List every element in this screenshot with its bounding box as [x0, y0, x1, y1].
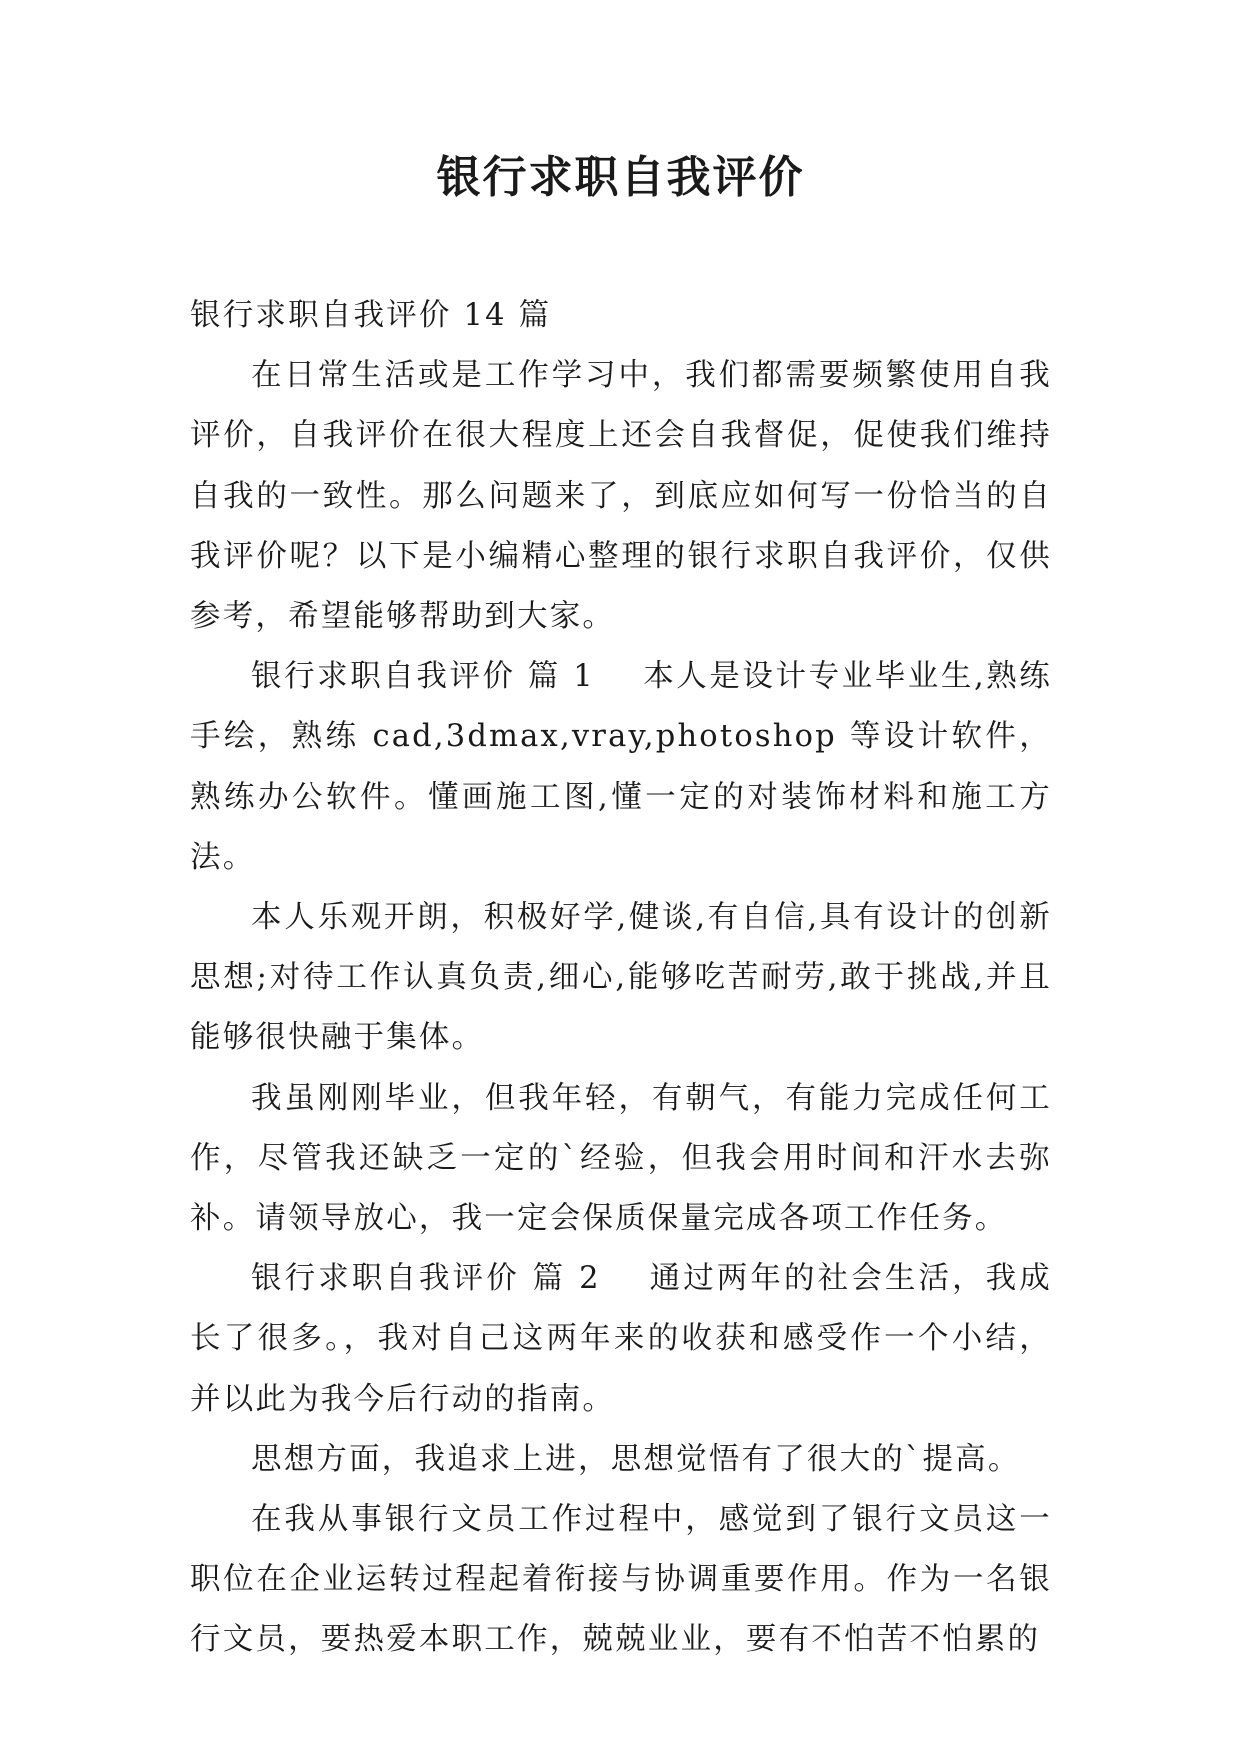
paragraph-intro	[190, 346, 1052, 647]
paragraph-text: 我虽刚刚毕业，但我年轻，有朝气，有能力完成任何工作，尽管我还缺乏一定的`经验，但我会用时间和汗水去弥补。请领导放心，我一定会保质保量完成各项工作任务。	[190, 1080, 1052, 1237]
paragraph-subtitle	[190, 286, 1052, 346]
paragraph	[190, 1490, 1052, 1671]
paragraph-section-1	[190, 647, 1052, 888]
paragraph-text: 思想方面，我追求上进，思想觉悟有了很大的`提高。	[251, 1441, 1021, 1477]
section-heading: 银行求职自我评价 篇 2	[251, 1261, 601, 1297]
paragraph-text: 在我从事银行文员工作过程中，感觉到了银行文员这一职位在企业运转过程起着衔接与协调重要作用。作为一名银行文员，要热爱本职工作，兢兢业业，要有不怕苦不怕累的	[190, 1502, 1052, 1658]
paragraph-text: 本人乐观开朗，积极好学,健谈,有自信,具有设计的创新思想;对待工作认真负责,细心,能够吃苦耐劳,敢于挑战,并且能够很快融于集体。	[190, 900, 1052, 1056]
paragraph	[190, 1069, 1052, 1250]
document-body	[190, 286, 1052, 1671]
paragraph-text: 本人是设计专业毕业生,熟练手绘，熟练 cad,3dmax,vray,photoshop 等设计软件，熟练办公软件。懂画施工图,懂一定的对装饰材料和施工方法。	[190, 659, 1052, 875]
paragraph-section-2	[190, 1249, 1052, 1430]
paragraph-text: 银行求职自我评价 14 篇	[190, 298, 552, 333]
paragraph	[190, 1430, 1052, 1490]
section-heading: 银行求职自我评价 篇 1	[251, 659, 595, 695]
document-title: 银行求职自我评价	[436, 152, 805, 203]
paragraph-text: 在日常生活或是工作学习中，我们都需要频繁使用自我评价，自我评价在很大程度上还会自我督促，促使我们维持自我的一致性。那么问题来了，到底应如何写一份恰当的自我评价呢？以下是小编精心整理的银行求职自我评价，仅供参考，希望能够帮助到大家。	[190, 358, 1052, 635]
paragraph-text: 通过两年的社会生活，我成长了很多。，我对自己这两年来的收获和感受作一个小结，并以此为我今后行动的指南。	[190, 1261, 1052, 1417]
paragraph	[190, 888, 1052, 1069]
